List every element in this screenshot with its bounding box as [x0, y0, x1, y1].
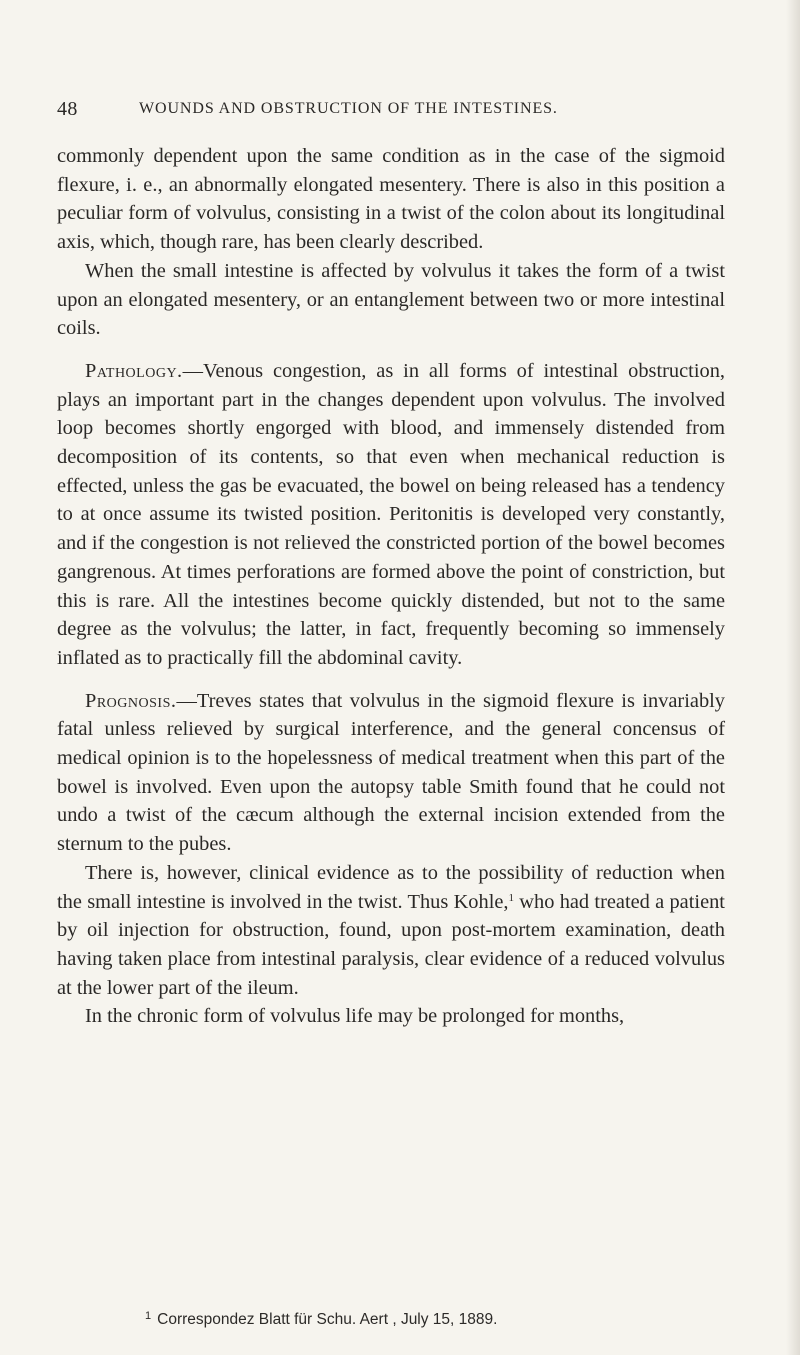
paragraph-continuation: commonly dependent upon the same condition as in the case of the sigmoid flexure, i. e., an abnormally elongated mesentery. There is also in this position a peculiar form of volvulus, consisting in a twist of the colon about its longitudinal axis, which, though rare, has been clearly described.	[57, 145, 725, 254]
section-heading-prognosis: Prognosis.	[85, 689, 177, 712]
clinical-evidence-text-a: There is, however, clinical evidence as to the possibility of reduction when the small intestine is involved in the twist. Thus Kohle,	[57, 861, 725, 913]
page-body	[57, 142, 725, 1031]
paragraph-chronic-form: In the chronic form of volvulus life may be prolonged for months,	[85, 1005, 625, 1028]
prognosis-text: —Treves states that volvulus in the sigmoid flexure is invariably fatal unless relieved by surgical interference, and the general concensus of medical opinion is to the hopelessness of medical treatment when this part of the bowel is involved. Even upon the autopsy table Smith found that he could not undo a twist of the cæcum although the external incision extended from the sternum to the pubes.	[57, 689, 725, 856]
footnote-mark: 1	[145, 1310, 152, 1322]
page-edge-shadow	[786, 0, 800, 1355]
paragraph-pathology	[57, 357, 725, 673]
footnote-reference: 1	[508, 891, 515, 904]
pathology-text: —Venous congestion, as in all forms of intestinal obstruction, plays an important part in the changes dependent upon volvulus. The involved loop becomes shortly engorged with blood, and immensely distended from decomposition of its contents, so that even when mechanical reduction is effected, unless the gas be evacuated, the bowel on being released has a tendency to at once assume its twisted position. Peritonitis is developed very constantly, and if the congestion is not relieved the constricted portion of the bowel becomes gangrenous. At times perforations are formed above the point of constriction, but this is rare. All the intestines become quickly distended, but not to the same degree as the volvulus; the latter, in fact, frequently becoming so immensely inflated as to practically fill the abdominal cavity.	[57, 359, 725, 669]
page-number: 48	[57, 98, 78, 120]
footnote-text: Correspondez Blatt für Schu. Aert , July 15, 1889.	[157, 1311, 498, 1328]
paragraph-clinical-evidence	[57, 859, 725, 1003]
paragraph-prognosis	[57, 687, 725, 859]
running-header	[57, 98, 707, 124]
running-title: WOUNDS AND OBSTRUCTION OF THE INTESTINES.	[139, 100, 558, 117]
footnote	[145, 1310, 745, 1329]
clinical-evidence-text-b: who had treated a patient by oil injection for obstruction, found, upon post-mortem examination, death having taken place from intestinal paralysis, clear evidence of a reduced volvulus at the lower part of the ileum.	[57, 890, 725, 999]
paragraph-small-intestine: When the small intestine is affected by volvulus it takes the form of a twist upon an elongated mesentery, or an entanglement between two or more intestinal coils.	[57, 259, 725, 340]
section-heading-pathology: Pathology.	[85, 359, 183, 382]
